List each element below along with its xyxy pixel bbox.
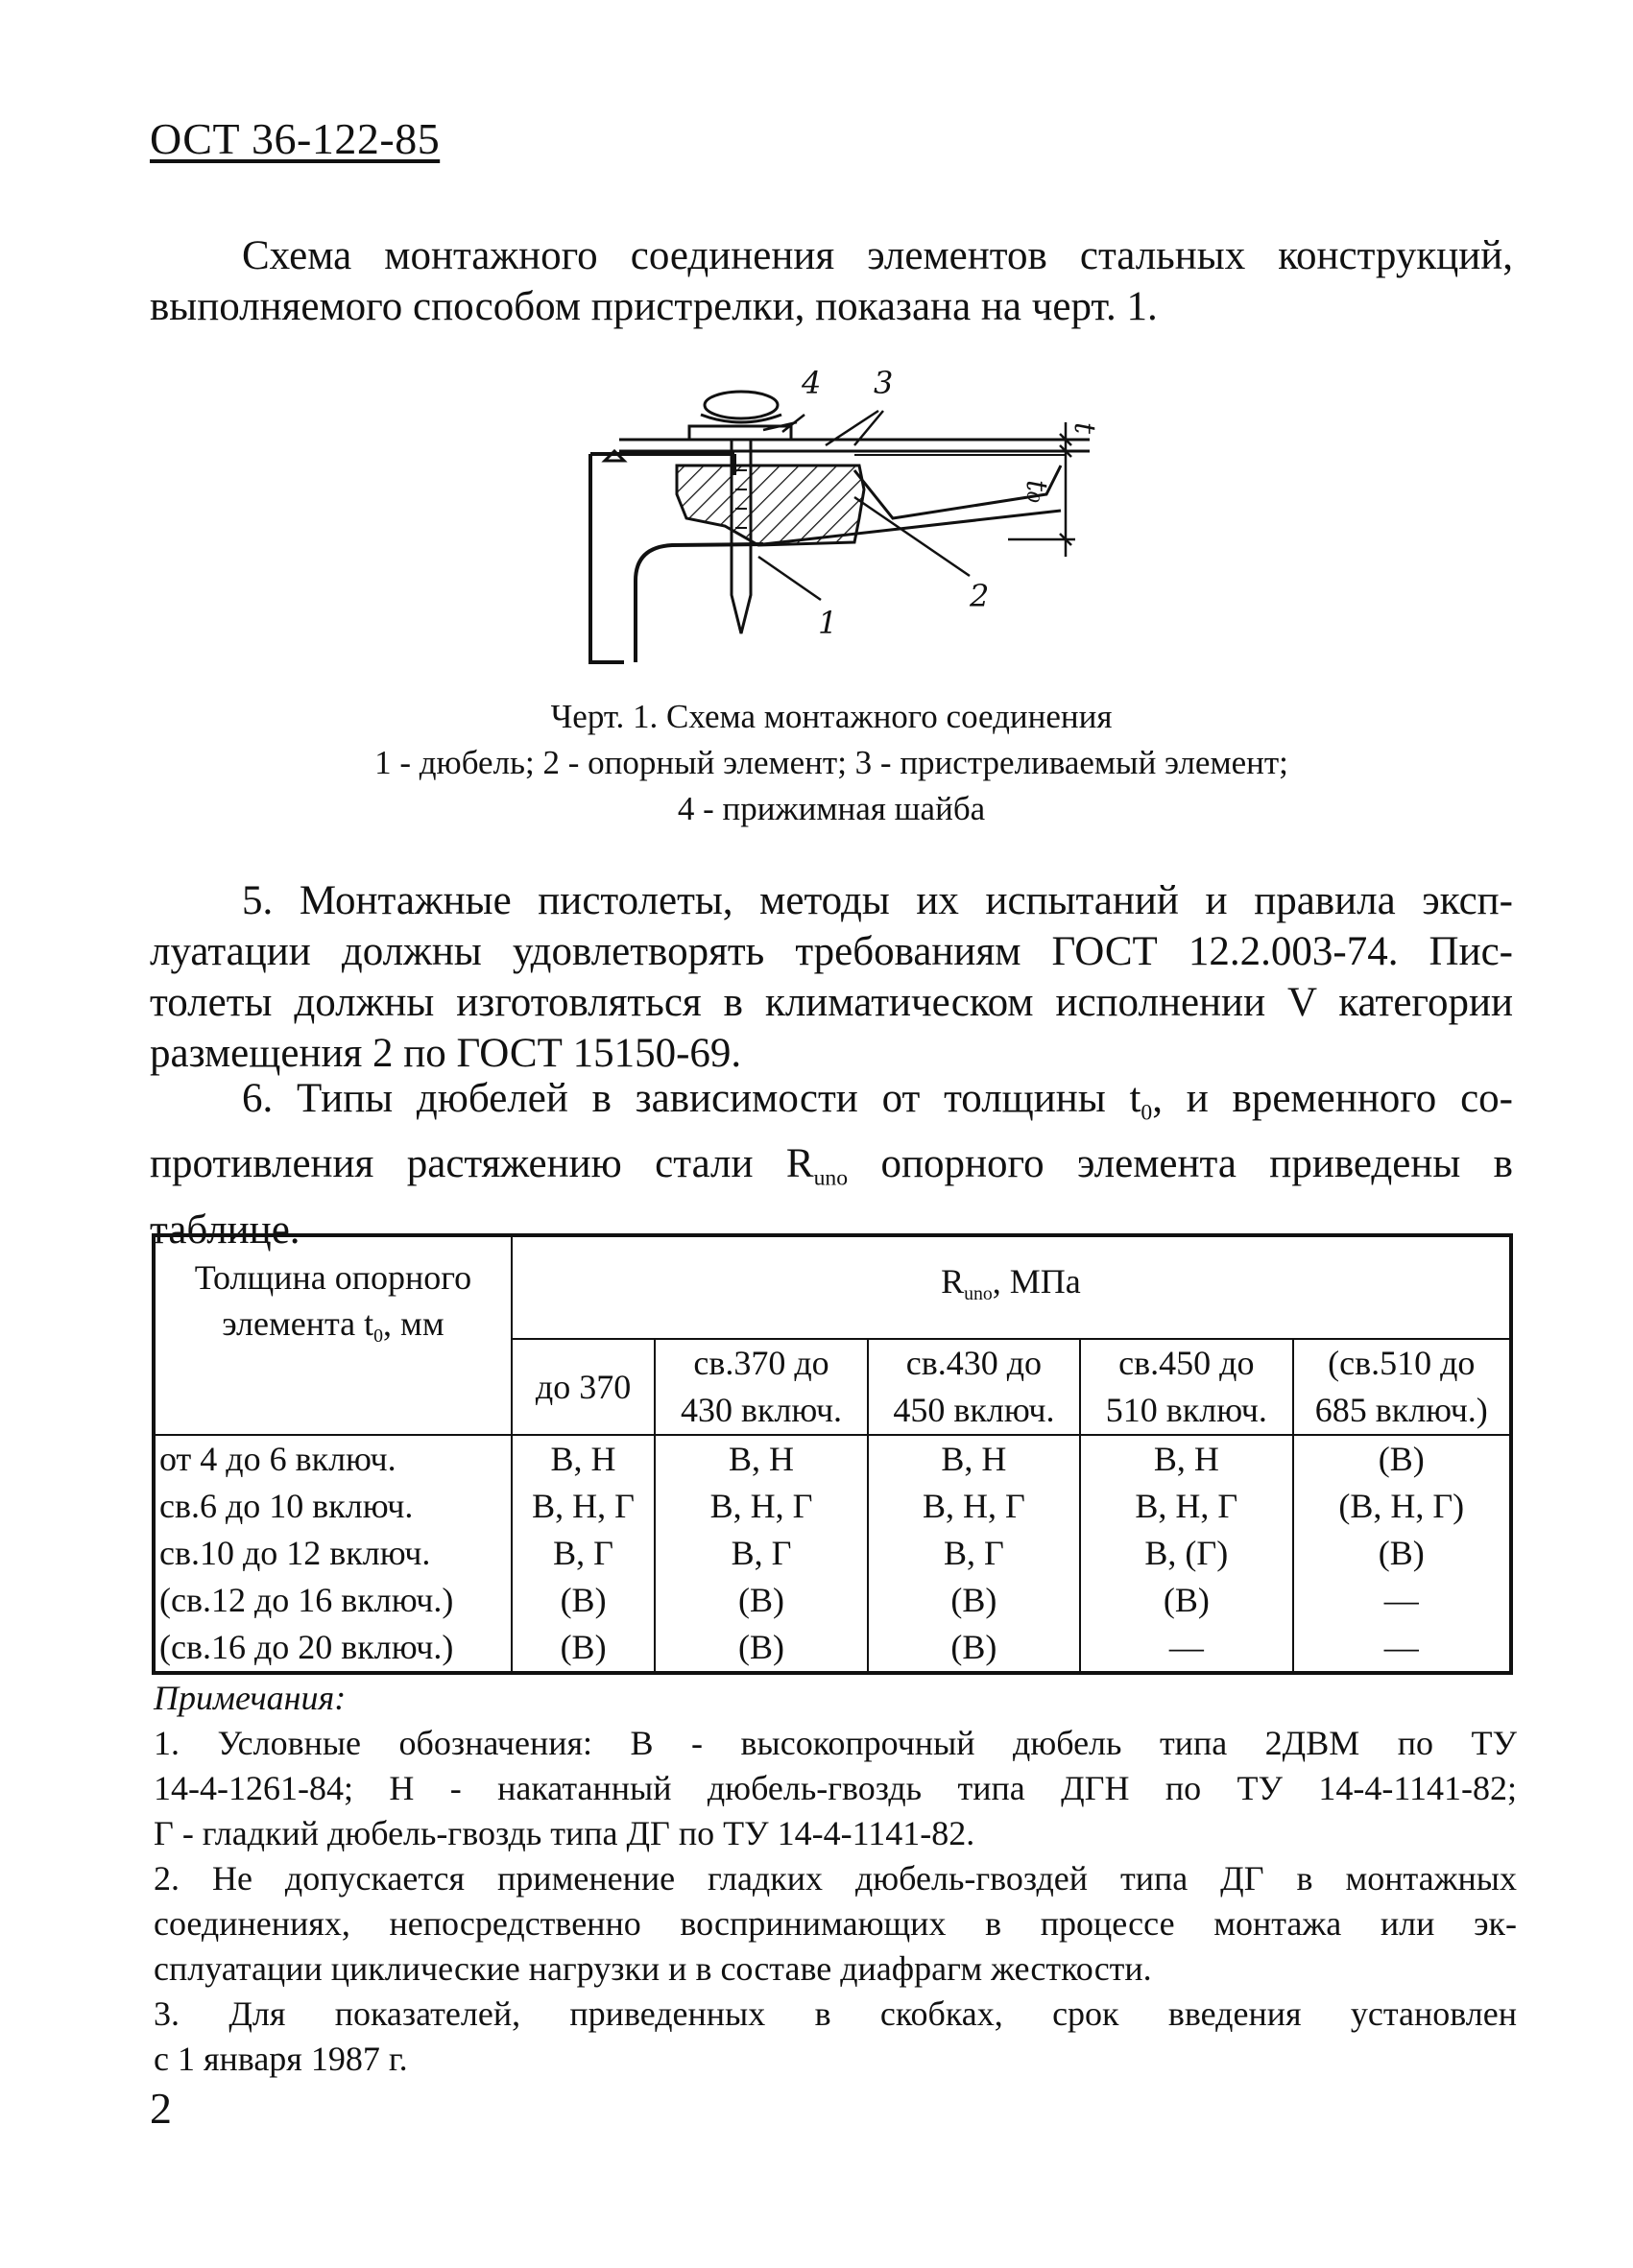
column-header: (св.510 до 685 включ.) <box>1293 1339 1511 1435</box>
table-cell: В, Н <box>868 1435 1080 1483</box>
support-element-section <box>677 466 864 545</box>
row-label: св.10 до 12 включ. <box>154 1530 512 1577</box>
notes-heading: Примечания: <box>154 1679 347 1717</box>
caption-legend-1: 1 - дюбель; 2 - опорный элемент; 3 - пристреливаемый элемент; <box>374 744 1288 781</box>
clause-6-line-1: 6. Типы дюбелей в зависимости от толщины $t_0$, и временного со- <box>242 1076 1513 1126</box>
notes <box>154 1676 1517 2082</box>
table-cell: В, Г <box>655 1530 867 1577</box>
label-2: 2 <box>970 578 990 614</box>
intro-line-1: Схема монтажного соединения элементов стальных конструкций, <box>242 233 1513 278</box>
table-cell: (В) <box>1293 1530 1511 1577</box>
row-label: (св.16 до 20 включ.) <box>154 1624 512 1673</box>
clause-5-line-4: размещения 2 по ГОСТ 15150-69. <box>150 1031 742 1076</box>
table-cell: В, Н, Г <box>512 1483 656 1530</box>
note-1-line-2: 14-4-1261-84; Н - накатанный дюбель-гвоздь типа ДГН по ТУ 14-4-1141-82; <box>154 1769 1517 1807</box>
row-label: от 4 до 6 включ. <box>154 1435 512 1483</box>
note-1-line-1: 1. Условные обозначения: В - высокопрочный дюбель типа 2ДВМ по ТУ <box>154 1724 1517 1762</box>
strength-header: $R_{uno}$, МПа <box>512 1235 1511 1339</box>
note-3-line-1: 3. Для показателей, приведенных в скобках, срок введения установлен <box>154 1994 1517 2033</box>
intro-paragraph <box>150 230 1513 332</box>
dowel-types-table <box>152 1233 1513 1675</box>
clause-5-line-3: толеты должны изготовляться в климатическом исполнении V категории <box>150 980 1513 1025</box>
label-4: 4 <box>802 365 822 401</box>
clause-6-line-2: противления растяжению стали $R_{uno}$ опорного элемента приведены в <box>150 1141 1513 1191</box>
table-cell: (В) <box>1080 1577 1292 1624</box>
document-code: ОСТ 36-122-85 <box>150 114 441 163</box>
table-row <box>154 1624 1511 1673</box>
mounting-connection-drawing <box>566 355 1104 672</box>
table-cell: В, Н <box>512 1435 656 1483</box>
column-header: св.450 до 510 включ. <box>1080 1339 1292 1435</box>
note-2-line-1: 2. Не допускается применение гладких дюбель-гвоздей типа ДГ в монтажных <box>154 1859 1517 1898</box>
note-2-line-2: соединениях, непосредственно воспринимающих в процессе монтажа или эк- <box>154 1904 1517 1943</box>
table-cell: (В) <box>655 1624 867 1673</box>
table-row <box>154 1577 1511 1624</box>
clause-5-line-2: луатации должны удовлетворять требованиям ГОСТ 12.2.003-74. Пис- <box>150 929 1513 974</box>
note-3-line-2: с 1 января 1987 г. <box>154 2040 408 2078</box>
intro-line-2: выполняемого способом пристрелки, показана на черт. 1. <box>150 284 1158 329</box>
table-cell: В, Г <box>868 1530 1080 1577</box>
table-cell: — <box>1293 1624 1511 1673</box>
pressure-washer <box>689 392 791 440</box>
clause-5-line-1: 5. Монтажные пистолеты, методы их испытаний и правила эксп- <box>242 878 1513 923</box>
caption-title: Черт. 1. Схема монтажного соединения <box>550 698 1113 735</box>
label-t: t <box>1068 422 1101 435</box>
table-cell: В, Н <box>655 1435 867 1483</box>
row-label: (св.12 до 16 включ.) <box>154 1577 512 1624</box>
table-cell: (В) <box>868 1624 1080 1673</box>
note-1-line-3: Г - гладкий дюбель-гвоздь типа ДГ по ТУ 14-4-1141-82. <box>154 1814 975 1852</box>
row-label: св.6 до 10 включ. <box>154 1483 512 1530</box>
table-row <box>154 1530 1511 1577</box>
page-number: 2 <box>150 2084 172 2133</box>
caption-legend-2: 4 - прижимная шайба <box>677 790 986 827</box>
label-t0: t₀ <box>1020 480 1053 504</box>
clause-6 <box>150 1073 1513 1255</box>
table-cell: (В, Н, Г) <box>1293 1483 1511 1530</box>
table-cell: В, (Г) <box>1080 1530 1292 1577</box>
table-cell: В, Н <box>1080 1435 1292 1483</box>
table-row <box>154 1483 1511 1530</box>
table-cell: (В) <box>512 1624 656 1673</box>
table-cell: — <box>1080 1624 1292 1673</box>
note-2-line-3: сплуатации циклические нагрузки и в составе диафрагм жесткости. <box>154 1949 1152 1988</box>
table-cell: В, Н, Г <box>868 1483 1080 1530</box>
table-cell: — <box>1293 1577 1511 1624</box>
table-cell: В, Н, Г <box>655 1483 867 1530</box>
column-header: св.430 до 450 включ. <box>868 1339 1080 1435</box>
table-cell: В, Г <box>512 1530 656 1577</box>
figure-caption <box>150 694 1513 832</box>
thickness-header: Толщина опорного элемента $t_0$, мм <box>154 1235 512 1435</box>
label-1: 1 <box>818 605 838 641</box>
table-cell: (В) <box>1293 1435 1511 1483</box>
label-3: 3 <box>874 365 894 401</box>
table-cell: (В) <box>655 1577 867 1624</box>
table-cell: В, Н, Г <box>1080 1483 1292 1530</box>
table-cell: (В) <box>512 1577 656 1624</box>
clause-5 <box>150 875 1513 1079</box>
column-header: св.370 до 430 включ. <box>655 1339 867 1435</box>
column-header: до 370 <box>512 1339 656 1435</box>
table-cell: (В) <box>868 1577 1080 1624</box>
clause-6-line-3: таблице. <box>150 1206 300 1253</box>
table-row <box>154 1435 1511 1483</box>
